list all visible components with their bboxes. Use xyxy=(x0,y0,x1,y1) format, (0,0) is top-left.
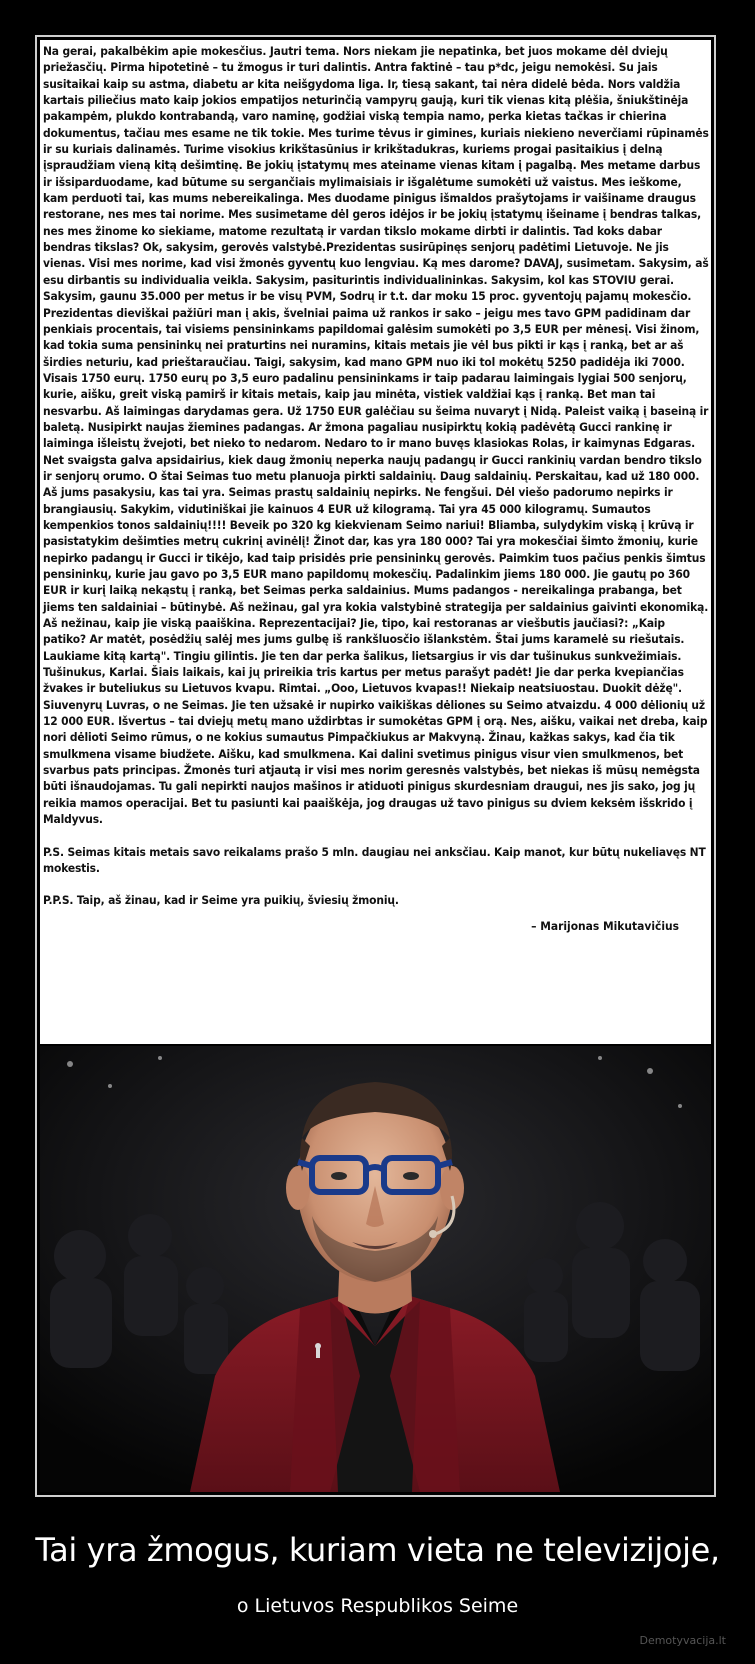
site-watermark: Demotyvacija.lt xyxy=(639,1634,726,1647)
portrait-photo xyxy=(40,1046,711,1492)
sub-caption: o Lietuvos Respublikos Seime xyxy=(236,1595,519,1617)
poster-frame xyxy=(35,35,716,1497)
author-signature: – Marijonas Mikutavičius xyxy=(531,918,679,933)
article-body: Na gerai, pakalbėkim apie mokesčius. Jautri tema. Nors niekam jie nepatinka, bet juos mokame dėl dviejų priežasčių. Pirma hipotetinė – tu žmogus ir turi dalintis. Antra faktinė – tau p*dc, jeigu nemokėsi. Su jais susitaikai kaip su astma, diabetu ar kita neišgydoma liga. Ir, tiesą sakant, tai nėra didelė bėda. Nors valdžia kartais piliečius mato kaip jokios empatijos neturinčią vampyrų gaują, kuri tik vienas kitą plėšia, šniukštinėja pakampėm, plukdo kontrabandą, varo naminę, godžiai viską tempia namo, perka kietas tačkas ir chierina dokumentus, tačiau mes esame ne tik tokie. Mes turime tėvus ir gimines, kuriais niekieno neverčiami rūpinamės ir su kuriais dalinamės. Turime visokius krikštasūnius ir krikštadukras, kuriems progai pasitaikius į delną įspraudžiam vieną kitą dešimtinę. Be jokių įstatymų mes ateiname vienas kitam į pagalbą. Mes metame darbus ir išsiparduodame, kad būtume su sergančiais mylimaisiais ir išgalėtume sumokėti už vaistus. Mes ieškome, kam perduoti tai, kas mums nebereikalinga. Mes duodame pinigus išmaldos prašytojams ir vaišiname draugus restorane, nes mes tai norime. Mes susimetame dėl geros idėjos ir be jokių įstatymų išeiname į bendras talkas, nes mes žinome ko siekiame, matome rezultatą ir vardan tikslo mokame dirbti ir dalintis. Tad koks dabar bendras tikslas? Ok, sakysim, gerovės valstybė.Prezidentas susirūpinęs senjorų padėtimi Lietuvoje. Ne jis vienas. Visi mes norime, kad visi žmonės gyventų kuo lengviau. Ką mes darome? DAVAJ, susimetam. Sakysim, aš esu dirbantis su individualia veikla. Sakysim, pasiturintis individualininkas. Sakysim, kol kas STOVIU gerai. Sakysim, gaunu 35.000 per metus ir be visų PVM, Sodrų ir t.t. dar moku 15 proc. gyventojų pajamų mokesčio. Prezidentas dieviškai pažiūri man į akis, švelniai paima už rankos ir sako – jeigu mes tavo GPM padidinam dar penkiais procentais, tai visiems pensininkams papildomai galėsim sumokėti po 3,5 EUR per mėnesį. Visi žinom, kad tokia suma pensininkų nei praturtins nei nuramins, kitais metais jie vėl bus pikti ir kąs į ranką, bet ar aš širdies neturiu, kad prieštaraučiau. Taigi, sakysim, kad mano GPM nuo iki tol mokėtų 5250 padidėja iki 7000. Visais 1750 eurų. 1750 eurų po 3,5 euro padalinu pensininkams ir taip padarau laimingais lygiai 500 senjorų, kurie, aišku, greit viską pamirš ir kitais metais, kaip jau minėta, vistiek valdžiai kąs į ranką. Bet man tai nesvarbu. Aš laimingas darydamas gera. Už 1750 EUR galėčiau su šeima nuvaryt į Nidą. Paleist vaiką į baseiną ir baletą. Nusipirkt naujas žiemines padangas. Ar žmona pagaliau nusipirktų kokią padėvėtą Gucci rankinę ir laiminga išleistų žvejoti, bet nieko to nedarom. Nedaro to ir mano buvęs klasiokas Rolas, ir kaimynas Edgaras. Net svaigsta galva apsidairius, kiek daug žmonių neperka naujų padangų ir Gucci rankinių vardan bendro tikslo ir senjorų orumo. O štai Seimas tuo metu planuoja pirkti saldainių. Daug saldainių. Perskaitau, kad už 180 000. Aš jums pasakysiu, kas tai yra. Seimas prastų saldainių nepirks. Ne fengšui. Dėl viešo padorumo nepirks ir brangiausių. Sakykim, vidutiniškai jie kainuos 4 EUR už kilogramą. Tai yra 45 000 kilogramų. Sumautos kempenkios tonos saldainių!!!! Beveik po 320 kg kiekvienam Seimo nariui! Bliamba, sulydykim viską į krūvą ir pasistatykim dešimties metrų cukrinį avinėlį! Žinot dar, kas yra 180 000? Tai yra mokesčiai šimto žmonių, kurie nepirko padangų ir Gucci ir tikėjo, kad taip prisidės prie pensininkų gerovės. Paimkim tuos pačius penkis šimtus pensininkų, kurie jau gavo po 3,5 EUR mano papildomų mokesčių. Padalinkim jiems 180 000. Jie gautų po 360 EUR ir kurį laiką nekąstų į ranką, bet Seimas perka saldainius. Mums padangos - nereikalinga prabanga, bet jiems ten saldainiai – būtinybė. Aš nežinau, gal yra kokia valstybinė strategija per saldainius gaivinti ekonomiką. Aš nežinau, kaip jie viską paaiškina. Reprezentacijai? Jie, tipo, kai restoranas ar viešbutis jaučiasi?: „Kaip patiko? Ar matėt, posėdžių salėj mes jums gulbę iš rankšluosčio išlankstėm. Štai jums karamelė su riešutais. Laukiame kitą kartą". Tingiu gilintis. Jie ten dar perka šalikus, lietsargius ir vis dar tušinukus sunkvežimiais. Tušinukus, Karlai. Šiais laikais, kai jų prireikia tris kartus per metus parašyt padėt! Jie dar perka kvepiančias žvakes ir buteliukus su Lietuvos kvapu. Rimtai. „Ooo, Lietuvos kvapas!! Niekaip neatsiuostau. Duokit dėžę". Siuvenyrų Luvras, o ne Seimas. Jie ten užsakė ir nupirko vaikiškas dėliones su Seimo atvaizdu. 4 000 dėlionių už 12 000 EUR. Išvertus – tai dviejų metų mano uždirbtas ir sumokėtas GPM į orą. Nes, aišku, vaikai net dreba, kaip nori dėlioti Seimo rūmus, o ne kokius sumautus Pimpačkiukus ar Makvyną. Žinau, kažkas sakys, kad čia tik smulkmena visame biudžete. Aišku, kad smulkmena. Kai dalini svetimus pinigus visur vien smulkmenos, bet svarbus pats principas. Žmonės turi atjautą ir visi mes norim geresnės valstybės, bet niekas iš mūsų nemėgsta būti išnaudojamas. Tu gali nepirkti naujos mašinos ir atiduoti pinigus skurdesniam draugui, nes jis sako, jog jų reikia mamos operacijai. Bet tu pasiunti kai paaiškėja, jog draugas už tavo pinigus su dviem keksėm išskrido į Maldyvus. xyxy=(43,44,709,827)
portrait-illustration xyxy=(40,1046,711,1492)
main-caption: Tai yra žmogus, kuriam vieta ne televizijoje, xyxy=(35,1531,720,1569)
postscript: P.S. Seimas kitais metais savo reikalams prašo 5 mln. daugiau nei anksčiau. Kaip manot, kur būtų nukeliavęs NT mokestis. xyxy=(43,844,706,875)
article-panel xyxy=(40,40,711,1044)
post-postscript: P.P.S. Taip, aš žinau, kad ir Seime yra puikių, šviesių žmonių. xyxy=(43,893,399,908)
